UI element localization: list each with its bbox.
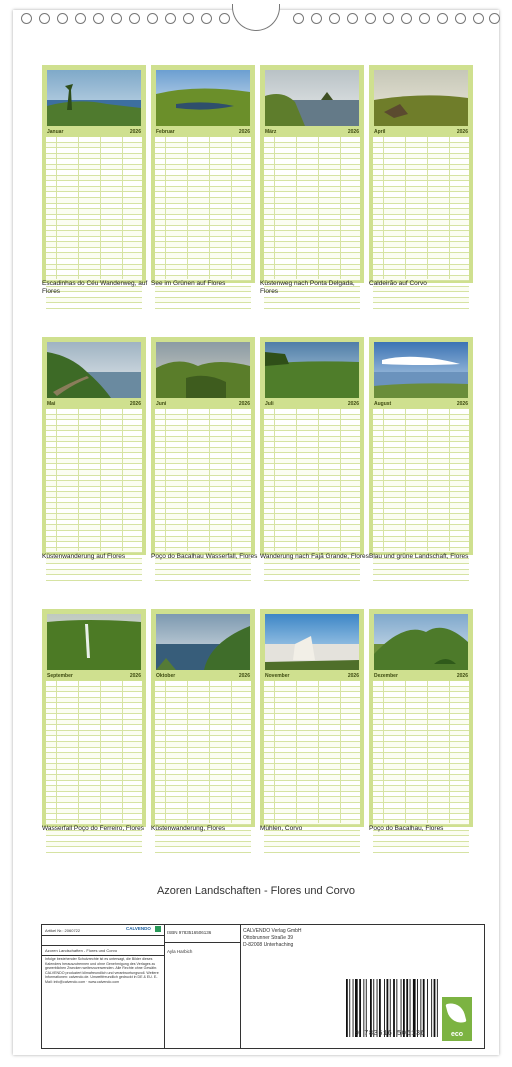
- month-photo: [47, 614, 141, 670]
- month-year: 2026: [238, 129, 250, 135]
- binding-hole: [311, 13, 322, 24]
- month-header: [264, 128, 360, 136]
- day-row: [155, 303, 251, 309]
- binding-hole: [147, 13, 158, 24]
- month-year: 2026: [456, 401, 468, 407]
- grid-column-line: [187, 137, 188, 279]
- grid-column-line: [100, 409, 101, 551]
- grid-column-line: [383, 681, 384, 823]
- binding-hole: [455, 13, 466, 24]
- binding-hole: [39, 13, 50, 24]
- day-row: [264, 847, 360, 853]
- month-day-grid: [264, 409, 360, 551]
- grid-column-line: [449, 137, 450, 279]
- month-header: [264, 400, 360, 408]
- month-year: 2026: [347, 401, 359, 407]
- binding-hole: [75, 13, 86, 24]
- product-info-footer: [41, 924, 485, 1049]
- legal-notice: Infolge bestehender Schutzrechte ist es untersagt, die Bilder dieses Kalenders herauszutrennen und ohne Genehmigung des Verlages zu gewerblichen Zwecken weiterzuverwenden. Alle Rechte ohne Gewähr. CALVENDO produziert klimafreundlich und verantwortungsvoll. Weitere Informationen: calvendo.de. Umweltfreundlich gedruckt in DE & EU. E-Mail: info@calvendo.com · www.calvendo.com: [45, 957, 159, 984]
- day-row: [264, 575, 360, 581]
- day-row: [46, 847, 142, 853]
- binding-hole: [437, 13, 448, 24]
- month-header: [373, 128, 469, 136]
- month-photo: [374, 614, 468, 670]
- month-header: [46, 128, 142, 136]
- binding-hole: [383, 13, 394, 24]
- month-caption: Blau und grüne Landschaft, Flores: [369, 553, 469, 560]
- month-name: August: [374, 401, 392, 407]
- grid-column-line: [209, 137, 210, 279]
- month-caption: Küstenwanderung auf Flores: [42, 553, 126, 560]
- month-name: Februar: [156, 129, 175, 135]
- binding-hole: [165, 13, 176, 24]
- month-panel-juni: [151, 337, 255, 555]
- grid-column-line: [122, 409, 123, 551]
- month-panel-april: [369, 65, 473, 283]
- grid-column-line: [231, 409, 232, 551]
- month-day-grid: [264, 681, 360, 823]
- month-panel-september: [42, 609, 146, 827]
- grid-column-line: [78, 681, 79, 823]
- month-header: [264, 672, 360, 680]
- month-photo: [47, 70, 141, 126]
- month-panel-februar: [151, 65, 255, 283]
- day-row: [373, 303, 469, 309]
- month-header: [373, 672, 469, 680]
- grid-column-line: [100, 137, 101, 279]
- grid-column-line: [340, 137, 341, 279]
- calvendo-logo: CALVENDO: [126, 926, 151, 931]
- grid-column-line: [209, 681, 210, 823]
- article-number: Artikel Nr.: 2060722: [45, 928, 81, 933]
- barcode-number: 9 783516 506136: [354, 1030, 426, 1038]
- grid-column-line: [405, 409, 406, 551]
- binding-hole: [365, 13, 376, 24]
- publisher-city: D-82008 Unterhaching: [243, 942, 294, 948]
- month-name: Oktober: [156, 673, 176, 679]
- month-name: Dezember: [374, 673, 398, 679]
- month-header: [46, 400, 142, 408]
- grid-column-line: [165, 137, 166, 279]
- month-panel-august: [369, 337, 473, 555]
- grid-column-line: [383, 137, 384, 279]
- month-name: März: [265, 129, 277, 135]
- grid-column-line: [122, 681, 123, 823]
- grid-column-line: [449, 409, 450, 551]
- month-caption: Wanderung nach Fajã Grande, Flores: [260, 553, 369, 560]
- month-photo: [374, 70, 468, 126]
- month-photo: [156, 614, 250, 670]
- isbn: ISBN 9783516506136: [167, 930, 212, 935]
- grid-column-line: [427, 137, 428, 279]
- grid-column-line: [340, 409, 341, 551]
- grid-column-line: [56, 409, 57, 551]
- day-row: [46, 575, 142, 581]
- month-year: 2026: [347, 673, 359, 679]
- calvendo-logo-mark: [155, 926, 161, 932]
- grid-column-line: [296, 681, 297, 823]
- product-title: Azoren Landschaften - Flores und Corvo: [45, 948, 118, 953]
- grid-column-line: [187, 409, 188, 551]
- month-photo: [265, 70, 359, 126]
- month-panel-juli: [260, 337, 364, 555]
- month-header: [46, 672, 142, 680]
- author: Ayla Harbich: [167, 949, 193, 954]
- grid-column-line: [231, 681, 232, 823]
- day-row: [155, 575, 251, 581]
- grid-column-line: [187, 681, 188, 823]
- grid-column-line: [78, 409, 79, 551]
- month-header: [373, 400, 469, 408]
- month-day-grid: [373, 137, 469, 279]
- month-year: 2026: [129, 673, 141, 679]
- grid-column-line: [296, 409, 297, 551]
- month-name: April: [374, 129, 386, 135]
- grid-column-line: [318, 409, 319, 551]
- grid-column-line: [56, 137, 57, 279]
- month-caption: Wasserfall Poço do Ferreiro, Flores: [42, 825, 144, 832]
- month-day-grid: [264, 137, 360, 279]
- month-caption: Poço do Bacalhau, Flores: [369, 825, 444, 832]
- eco-badge: [442, 997, 472, 1041]
- month-day-grid: [373, 681, 469, 823]
- month-header: [155, 128, 251, 136]
- grid-column-line: [318, 681, 319, 823]
- grid-column-line: [405, 681, 406, 823]
- grid-column-line: [274, 409, 275, 551]
- grid-column-line: [100, 681, 101, 823]
- month-day-grid: [155, 137, 251, 279]
- grid-column-line: [427, 409, 428, 551]
- binding-hole: [419, 13, 430, 24]
- month-name: November: [265, 673, 290, 679]
- binding-hole: [347, 13, 358, 24]
- month-header: [155, 400, 251, 408]
- month-name: Januar: [47, 129, 64, 135]
- day-row: [264, 303, 360, 309]
- day-row: [46, 303, 142, 309]
- month-day-grid: [46, 409, 142, 551]
- grid-column-line: [427, 681, 428, 823]
- month-year: 2026: [347, 129, 359, 135]
- grid-column-line: [405, 137, 406, 279]
- grid-column-line: [56, 681, 57, 823]
- month-caption: Küstenwanderung, Flores: [151, 825, 226, 832]
- binding-hole: [183, 13, 194, 24]
- binding-hole: [57, 13, 68, 24]
- binding-hole: [293, 13, 304, 24]
- calendar-title: Azoren Landschaften - Flores und Corvo: [156, 885, 356, 897]
- grid-column-line: [165, 409, 166, 551]
- month-year: 2026: [456, 129, 468, 135]
- binding-hole: [111, 13, 122, 24]
- month-panel-november: [260, 609, 364, 827]
- binding-hole: [219, 13, 230, 24]
- month-caption: Caldeirão auf Corvo: [369, 280, 427, 287]
- month-day-grid: [46, 681, 142, 823]
- grid-column-line: [209, 409, 210, 551]
- month-day-grid: [373, 409, 469, 551]
- month-header: [155, 672, 251, 680]
- binding-hole: [401, 13, 412, 24]
- month-name: Mai: [47, 401, 56, 407]
- month-year: 2026: [238, 673, 250, 679]
- month-panel-oktober: [151, 609, 255, 827]
- grid-column-line: [165, 681, 166, 823]
- binding-hole: [93, 13, 104, 24]
- binding-hole: [21, 13, 32, 24]
- month-year: 2026: [129, 129, 141, 135]
- month-caption: Mühlen, Corvo: [260, 825, 303, 832]
- grid-column-line: [78, 137, 79, 279]
- publisher-street: Ottobrunner Straße 39: [243, 935, 294, 941]
- month-photo: [374, 342, 468, 398]
- month-caption: Escadinhas do Céu Wanderweg, auf Flores: [42, 280, 148, 295]
- grid-column-line: [274, 137, 275, 279]
- month-photo: [156, 342, 250, 398]
- binding-hole: [473, 13, 484, 24]
- month-name: Juni: [156, 401, 167, 407]
- month-panel-dezember: [369, 609, 473, 827]
- month-panel-januar: [42, 65, 146, 283]
- grid-column-line: [122, 137, 123, 279]
- month-photo: [47, 342, 141, 398]
- month-caption: Küstenweg nach Ponta Delgada, Flores: [260, 280, 355, 295]
- month-panel-mai: [42, 337, 146, 555]
- month-name: September: [47, 673, 73, 679]
- calendar-sheet: [13, 10, 499, 1055]
- month-day-grid: [46, 137, 142, 279]
- grid-column-line: [231, 137, 232, 279]
- binding-hole: [329, 13, 340, 24]
- grid-column-line: [274, 681, 275, 823]
- leaf-icon: [445, 1000, 466, 1025]
- month-photo: [265, 342, 359, 398]
- month-day-grid: [155, 681, 251, 823]
- month-caption: Poço do Bacalhau Wasserfall, Flores: [151, 553, 258, 560]
- day-row: [373, 847, 469, 853]
- month-name: Juli: [265, 401, 274, 407]
- month-year: 2026: [129, 401, 141, 407]
- day-row: [373, 575, 469, 581]
- month-photo: [156, 70, 250, 126]
- binding-hole: [489, 13, 500, 24]
- binding-hole: [129, 13, 140, 24]
- month-year: 2026: [456, 673, 468, 679]
- binding-hole: [201, 13, 212, 24]
- month-photo: [265, 614, 359, 670]
- month-caption: See im Grünen auf Flores: [151, 280, 226, 287]
- month-panel-märz: [260, 65, 364, 283]
- grid-column-line: [296, 137, 297, 279]
- month-year: 2026: [238, 401, 250, 407]
- grid-column-line: [383, 409, 384, 551]
- grid-column-line: [449, 681, 450, 823]
- month-day-grid: [155, 409, 251, 551]
- publisher-name: CALVENDO Verlag GmbH: [243, 928, 302, 934]
- grid-column-line: [318, 137, 319, 279]
- grid-column-line: [340, 681, 341, 823]
- day-row: [155, 847, 251, 853]
- eco-label: eco: [450, 1031, 464, 1038]
